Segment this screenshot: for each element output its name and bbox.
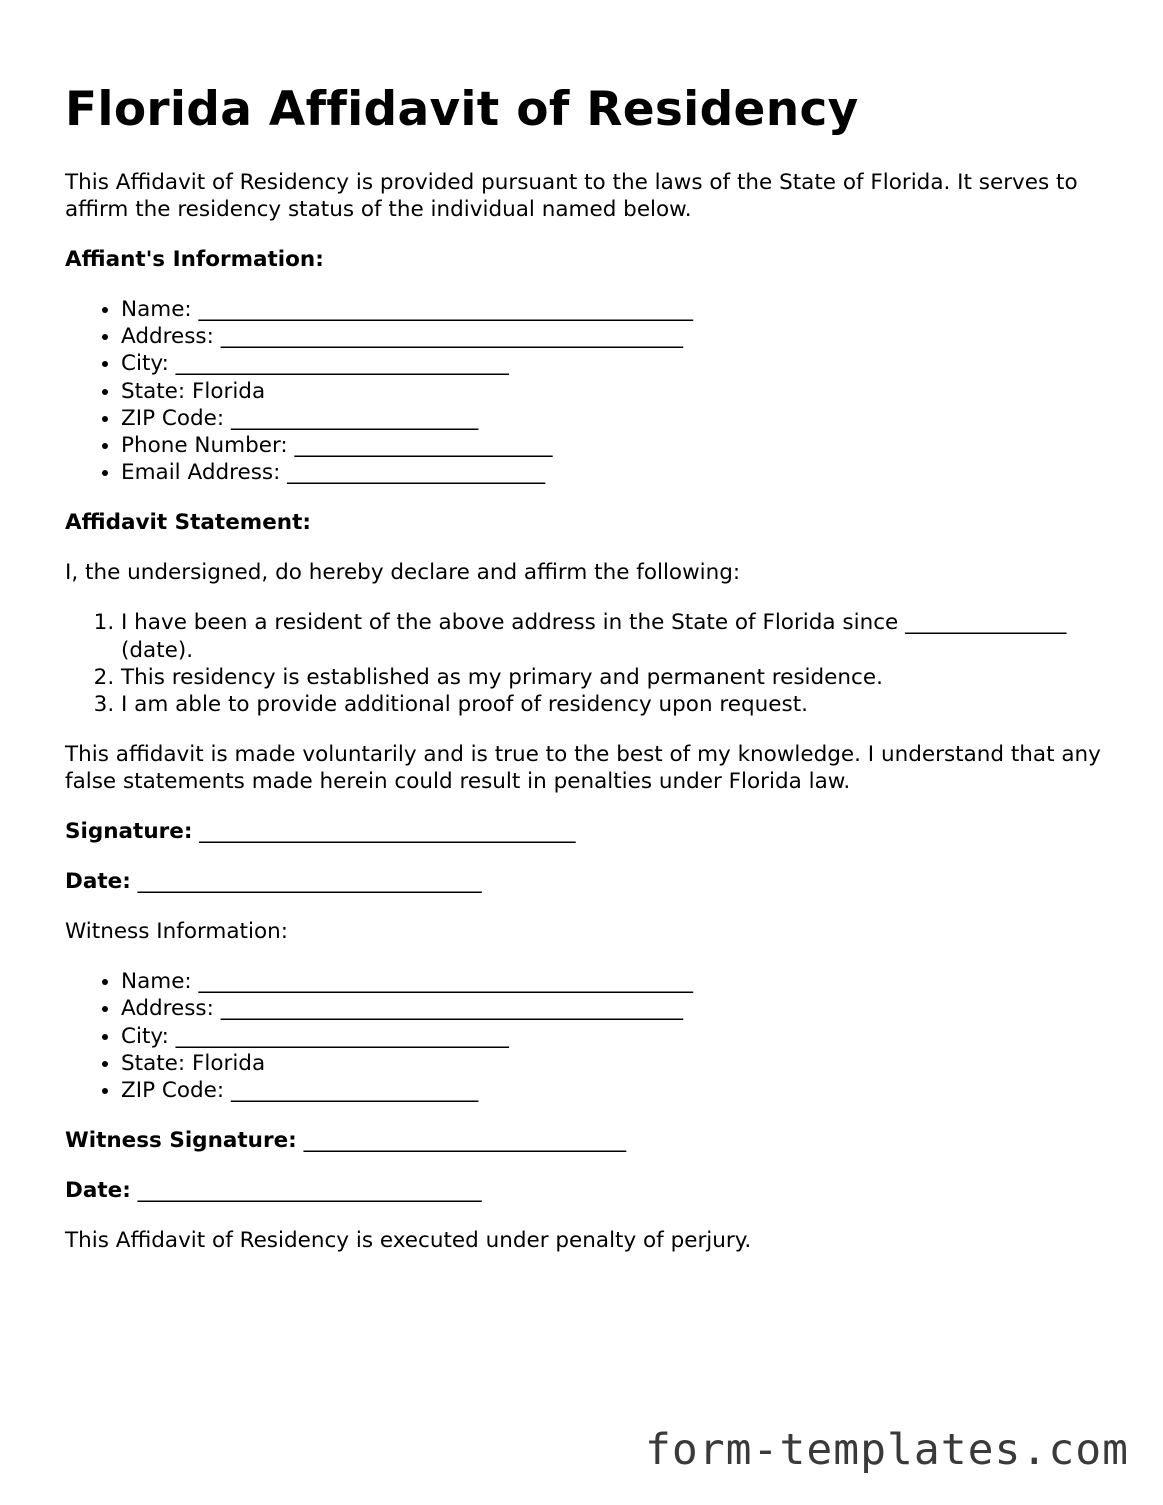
affiant-name-field[interactable]: • Name: ______________________________________________ — [121, 296, 1115, 323]
witness-signature-label: Witness Signature: — [65, 1128, 297, 1154]
affiant-email-field[interactable]: • Email Address: ________________________ — [121, 459, 1115, 486]
witness-signature-blank[interactable]: ______________________________ — [296, 1128, 627, 1154]
date-label: Date: — [65, 869, 131, 895]
date-blank[interactable]: ________________________________ — [130, 869, 482, 895]
witness-date-line[interactable] — [65, 1177, 1115, 1204]
statement-item: 3. I am able to provide additional proof of residency upon request. — [121, 691, 1115, 718]
witness-heading: Witness Information: — [65, 919, 288, 945]
affiant-address-field[interactable]: • Address: ___________________________________________ — [121, 323, 1115, 350]
affidavit-document — [65, 80, 1115, 1254]
watermark: form-templates.com — [645, 1425, 1129, 1475]
intro-paragraph: This Affidavit of Residency is provided pursuant to the laws of the State of Florida. It serves to affirm the residency status of the individual named below. — [65, 170, 1078, 222]
affiant-state-field: • State: Florida — [121, 378, 1115, 405]
signature-label: Signature: — [65, 819, 193, 845]
date-line[interactable] — [65, 868, 1115, 895]
statement-item[interactable]: 1. I have been a resident of the above address in the State of Florida since _______________ (date). — [121, 609, 1115, 663]
witness-fields-list — [65, 968, 1115, 1104]
witness-state-field: • State: Florida — [121, 1050, 1115, 1077]
affiant-city-field[interactable]: • City: _______________________________ — [121, 350, 1115, 377]
witness-signature-line[interactable] — [65, 1127, 1115, 1154]
affiant-heading: Affiant's Information: — [65, 247, 324, 272]
witness-name-field[interactable]: • Name: ______________________________________________ — [121, 968, 1115, 995]
affiant-phone-field[interactable]: • Phone Number: ________________________ — [121, 432, 1115, 459]
statement-item: 2. This residency is established as my primary and permanent residence. — [121, 664, 1115, 691]
statement-lead: I, the undersigned, do hereby declare and affirm the following: — [65, 560, 741, 586]
witness-address-field[interactable]: • Address: ___________________________________________ — [121, 995, 1115, 1022]
affiant-zip-field[interactable]: • ZIP Code: _______________________ — [121, 405, 1115, 432]
witness-date-label: Date: — [65, 1178, 131, 1204]
page-title: Florida Affidavit of Residency — [65, 82, 859, 137]
signature-blank[interactable]: ___________________________________ — [192, 819, 576, 845]
affiant-fields-list — [65, 296, 1115, 486]
footer-statement: This Affidavit of Residency is executed under penalty of perjury. — [65, 1228, 752, 1254]
witness-zip-field[interactable]: • ZIP Code: _______________________ — [121, 1077, 1115, 1104]
statement-closing: This affidavit is made voluntarily and is true to the best of my knowledge. I understand that any false statements made herein could result in penalties under Florida law. — [65, 742, 1101, 795]
signature-line[interactable] — [65, 818, 1115, 845]
witness-date-blank[interactable]: ________________________________ — [130, 1178, 482, 1204]
statement-list — [65, 609, 1115, 718]
witness-city-field[interactable]: • City: _______________________________ — [121, 1023, 1115, 1050]
statement-heading: Affidavit Statement: — [65, 510, 311, 536]
